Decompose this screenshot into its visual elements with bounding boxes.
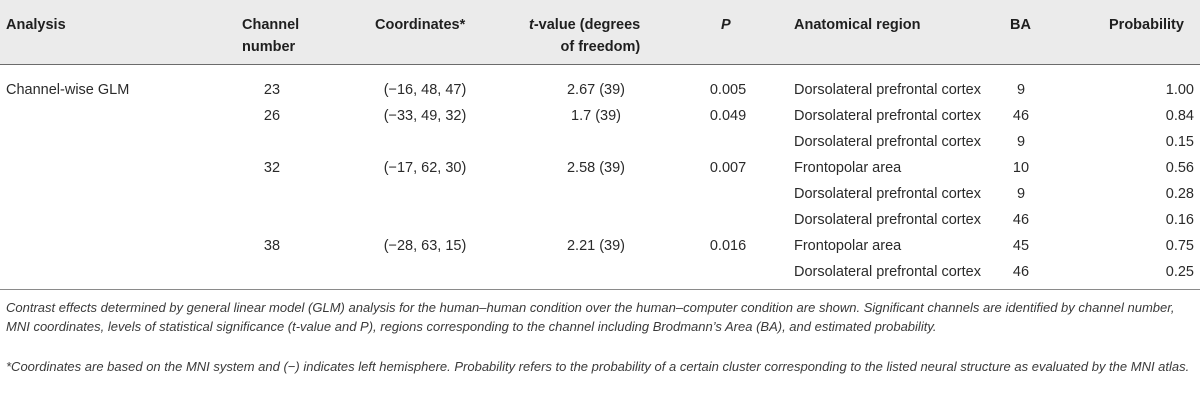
cell-channel: 26 <box>263 108 281 124</box>
cell-probability: 1.00 <box>1165 82 1194 98</box>
cell-region: Dorsolateral prefrontal cortex <box>794 108 981 124</box>
cell-t-value: 2.58 (39) <box>566 160 626 176</box>
cell-probability: 0.25 <box>1165 264 1194 280</box>
header-analysis: Analysis <box>6 17 66 33</box>
cell-channel: 38 <box>263 238 281 254</box>
cell-p: 0.016 <box>709 238 747 254</box>
cell-analysis: Channel-wise GLM <box>6 82 130 98</box>
cell-probability: 0.84 <box>1165 108 1194 124</box>
table-row <box>0 207 1200 233</box>
header-probability: Probability <box>1109 17 1184 33</box>
cell-p: 0.005 <box>709 82 747 98</box>
cell-ba: 46 <box>1012 212 1030 228</box>
cell-region: Dorsolateral prefrontal cortex <box>794 264 981 280</box>
cell-ba: 9 <box>1016 186 1026 202</box>
cell-coordinates: (−17, 62, 30) <box>383 160 467 176</box>
cell-coordinates: (−28, 63, 15) <box>383 238 467 254</box>
cell-ba: 45 <box>1012 238 1030 254</box>
cell-coordinates: (−33, 49, 32) <box>383 108 467 124</box>
cell-region: Dorsolateral prefrontal cortex <box>794 82 981 98</box>
header-t-line2: of freedom) <box>560 39 641 55</box>
cell-ba: 46 <box>1012 108 1030 124</box>
cell-probability: 0.16 <box>1165 212 1194 228</box>
cell-region: Dorsolateral prefrontal cortex <box>794 212 981 228</box>
cell-t-value: 2.21 (39) <box>566 238 626 254</box>
header-ba: BA <box>1010 17 1031 33</box>
header-t-rest: -value (degrees <box>533 17 641 33</box>
table-row <box>0 155 1200 181</box>
cell-region: Dorsolateral prefrontal cortex <box>794 134 981 150</box>
header-channel-line1: Channel <box>242 17 300 33</box>
cell-coordinates: (−16, 48, 47) <box>383 82 467 98</box>
cell-probability: 0.75 <box>1165 238 1194 254</box>
coordinates-footnote: *Coordinates are based on the MNI system and (−) indicates left hemisphere. Probability refers to the probability of a certain cluster corresponding to the listed neural structure as evaluated by the MNI atlas. <box>6 359 1190 374</box>
header-t-value <box>529 14 640 58</box>
table-row <box>0 233 1200 259</box>
table-row <box>0 103 1200 129</box>
table-row <box>0 77 1200 103</box>
header-anatomical-region: Anatomical region <box>794 17 921 33</box>
table-row <box>0 259 1200 285</box>
cell-t-value: 2.67 (39) <box>566 82 626 98</box>
cell-ba: 9 <box>1016 134 1026 150</box>
cell-ba: 46 <box>1012 264 1030 280</box>
header-channel-line2: number <box>242 39 296 55</box>
table-row <box>0 129 1200 155</box>
header-t-italic: t <box>529 17 534 33</box>
cell-t-value: 1.7 (39) <box>571 108 621 124</box>
cell-region: Frontopolar area <box>794 160 902 176</box>
header-coordinates: Coordinates* <box>375 17 466 33</box>
cell-region: Frontopolar area <box>794 238 902 254</box>
header-channel-number <box>242 14 299 58</box>
cell-probability: 0.28 <box>1165 186 1194 202</box>
cell-region: Dorsolateral prefrontal cortex <box>794 186 981 202</box>
cell-channel: 23 <box>263 82 281 98</box>
cell-p: 0.007 <box>709 160 747 176</box>
cell-probability: 0.56 <box>1165 160 1194 176</box>
table-header <box>0 0 1200 65</box>
cell-channel: 32 <box>263 160 281 176</box>
cell-probability: 0.15 <box>1165 134 1194 150</box>
table-bottom-rule <box>0 289 1200 290</box>
cell-ba: 9 <box>1016 82 1026 98</box>
table-caption: Contrast effects determined by general linear model (GLM) analysis for the human–human condition over the human–computer condition are shown. Significant channels are identified by channel number, MNI coordinates, levels of statistical significance (t-value and P), regions corresponding to the channel including Brodmann’s Area (BA), and estimated probability. <box>6 300 1175 334</box>
header-p: P <box>721 17 731 33</box>
cell-p: 0.049 <box>709 108 747 124</box>
table-row <box>0 181 1200 207</box>
cell-ba: 10 <box>1012 160 1030 176</box>
